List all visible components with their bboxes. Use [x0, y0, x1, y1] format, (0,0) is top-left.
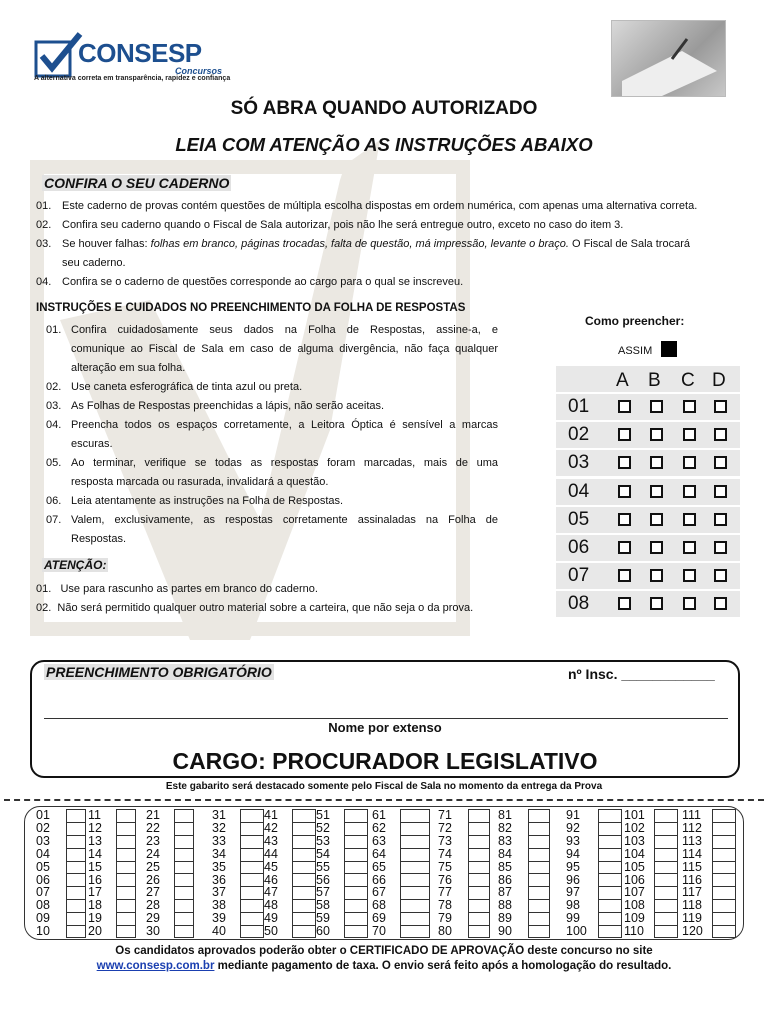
question-number: 117 [682, 885, 702, 900]
question-number: 41 [264, 808, 278, 822]
question-number: 39 [212, 911, 226, 926]
question-number: 94 [566, 846, 580, 861]
question-number: 100 [566, 924, 587, 939]
question-number: 84 [498, 846, 512, 861]
question-number: 58 [316, 898, 330, 913]
answer-bubble[interactable] [683, 513, 696, 526]
question-number: 90 [498, 924, 512, 939]
question-number: 95 [566, 859, 580, 874]
question-number: 101 [624, 808, 645, 822]
question-number: 107 [624, 885, 645, 900]
list-item: 03. Se houver falhas: folhas em branco, páginas trocadas, falta de questão, má impressão, levante o braço. O Fiscal de Sala trocará seu caderno. [36, 238, 690, 269]
question-number: 31 [212, 808, 226, 822]
question-number: 120 [682, 924, 703, 939]
logo-sub: Concursos [175, 66, 223, 76]
question-number: 78 [438, 898, 452, 913]
option-letter: D [712, 370, 726, 391]
question-number: 30 [146, 924, 160, 939]
question-number: 24 [146, 846, 160, 861]
question-number: 74 [438, 846, 452, 861]
question-number: 68 [372, 898, 386, 913]
mandatory-box [30, 660, 740, 778]
row-number: 07 [568, 565, 590, 587]
question-number: 53 [316, 833, 330, 848]
question-number: 111 [682, 808, 702, 822]
question-number: 77 [438, 885, 452, 900]
cut-line [4, 799, 764, 801]
question-number: 25 [146, 859, 160, 874]
question-number: 85 [498, 859, 512, 874]
answer-bubble[interactable] [650, 428, 663, 441]
answer-column[interactable] [240, 809, 264, 938]
checkmark-logo-icon [34, 32, 84, 80]
question-number: 72 [438, 820, 452, 835]
filled-square-icon [661, 341, 677, 357]
answer-bubble[interactable] [650, 541, 663, 554]
question-number: 106 [624, 872, 645, 887]
question-number: 54 [316, 846, 330, 861]
question-number: 14 [88, 846, 102, 861]
list-item: 04. Confira se o caderno de questões corresponde ao cargo para o qual se inscreveu. [36, 276, 464, 288]
row-number: 01 [568, 396, 590, 417]
question-number: 113 [682, 833, 702, 848]
logo-slogan: A alternativa correta em transparência, rapidez e confiança [34, 75, 231, 82]
question-number: 80 [438, 924, 452, 939]
cargo-title: CARGO: PROCURADOR LEGISLATIVO [172, 748, 598, 774]
page-title: SÓ ABRA QUANDO AUTORIZADO [230, 98, 538, 119]
question-number: 87 [498, 885, 512, 900]
question-number: 38 [212, 898, 226, 913]
site-link[interactable]: www.consesp.com.br [96, 960, 215, 972]
answer-column[interactable] [598, 809, 622, 938]
row-number: 04 [568, 480, 590, 502]
assim-label: ASSIM [618, 345, 653, 357]
question-number: 93 [566, 833, 580, 848]
answer-column[interactable] [344, 809, 368, 938]
footer-line1: Os candidatos aprovados poderão obter o CERTIFICADO DE APROVAÇÃO deste concurso no site [115, 945, 653, 957]
answer-bubble[interactable] [683, 597, 696, 610]
como-preencher-label: Como preencher: [585, 314, 685, 328]
mandatory-heading: PREENCHIMENTO OBRIGATÓRIO [46, 664, 272, 680]
question-number: 43 [264, 833, 278, 848]
question-number: 46 [264, 872, 278, 887]
answer-bubble[interactable] [683, 456, 696, 469]
question-number: 62 [372, 820, 386, 835]
question-number: 61 [372, 808, 386, 822]
example-row [556, 535, 740, 561]
option-letter: A [616, 370, 629, 391]
question-number: 18 [88, 898, 102, 913]
answer-column[interactable] [116, 809, 136, 938]
question-number: 99 [566, 911, 580, 926]
question-number: 20 [88, 924, 102, 939]
example-row [556, 563, 740, 589]
question-number: 59 [316, 911, 330, 926]
question-number: 15 [88, 859, 102, 874]
question-number: 06 [36, 872, 50, 887]
row-number: 08 [568, 593, 590, 615]
question-number: 26 [146, 872, 160, 887]
question-number: 105 [624, 859, 645, 874]
answer-bubble[interactable] [618, 428, 631, 441]
question-number: 22 [146, 820, 160, 835]
question-number: 49 [264, 911, 278, 926]
question-number: 27 [146, 885, 160, 900]
question-number: 65 [372, 859, 386, 874]
answer-bubble[interactable] [618, 400, 631, 413]
question-number: 28 [146, 898, 160, 913]
question-number: 50 [264, 924, 278, 939]
list-item: 01. Este caderno de provas contém questões de múltipla escolha dispostas em ordem numérica, com apenas uma alternativa correta. [36, 200, 698, 212]
answer-example-grid [556, 366, 740, 618]
question-number: 73 [438, 833, 452, 848]
question-number: 03 [36, 833, 50, 848]
answer-bubble[interactable] [618, 541, 631, 554]
name-label: Nome por extenso [328, 720, 442, 735]
question-number: 04 [36, 846, 50, 861]
question-number: 64 [372, 846, 386, 861]
question-number: 16 [88, 872, 102, 887]
answer-bubble[interactable] [650, 513, 663, 526]
question-number: 56 [316, 872, 330, 887]
question-number: 98 [566, 898, 580, 913]
row-number: 02 [568, 424, 590, 446]
question-number: 88 [498, 898, 512, 913]
question-number: 60 [316, 924, 330, 939]
question-number: 66 [372, 872, 386, 887]
question-number: 118 [682, 898, 702, 913]
question-number: 48 [264, 898, 278, 913]
question-number: 36 [212, 872, 226, 887]
answer-bubble[interactable] [683, 485, 696, 498]
question-number: 23 [146, 833, 160, 848]
answer-bubble[interactable] [618, 513, 631, 526]
question-number: 08 [36, 898, 50, 913]
answer-bubble[interactable] [683, 569, 696, 582]
question-number: 02 [36, 820, 50, 835]
question-number: 32 [212, 820, 226, 835]
question-number: 89 [498, 911, 512, 926]
confira-list [36, 197, 736, 292]
example-row [556, 591, 740, 617]
answer-bubble[interactable] [650, 597, 663, 610]
question-number: 29 [146, 911, 160, 926]
question-number: 34 [212, 846, 226, 861]
question-number: 71 [438, 808, 452, 822]
question-number: 76 [438, 872, 452, 887]
question-number: 92 [566, 820, 580, 835]
answer-bubble[interactable] [714, 597, 727, 610]
question-number: 112 [682, 820, 702, 835]
question-number: 109 [624, 911, 645, 926]
question-number: 17 [88, 885, 102, 900]
question-number: 108 [624, 898, 645, 913]
question-number: 114 [682, 846, 702, 861]
question-number: 57 [316, 885, 330, 900]
question-number: 21 [146, 808, 160, 822]
question-number: 33 [212, 833, 226, 848]
footer-line2-text: mediante pagamento de taxa. O envio será feito após a homologação do resultado. [214, 960, 672, 972]
answer-bubble[interactable] [683, 428, 696, 441]
insc-field[interactable]: nº Insc. ____________ [568, 666, 715, 682]
instrucoes-heading: INSTRUÇÕES E CUIDADOS NO PREENCHIMENTO DA FOLHA DE RESPOSTAS [36, 302, 466, 314]
answer-bubble[interactable] [650, 485, 663, 498]
answer-bubble[interactable] [714, 428, 727, 441]
answer-bubble[interactable] [714, 456, 727, 469]
question-number: 51 [316, 808, 330, 822]
question-number: 116 [682, 872, 702, 887]
answer-sheet-columns [0, 809, 768, 939]
confira-heading: CONFIRA O SEU CADERNO [44, 175, 230, 191]
atencao-item: 01. Use para rascunho as partes em branco do caderno. [36, 583, 318, 595]
question-number: 12 [88, 820, 102, 835]
name-line[interactable] [44, 717, 728, 719]
logo-name: CONSESP [78, 38, 202, 68]
answer-column[interactable] [654, 809, 678, 938]
answer-bubble[interactable] [618, 456, 631, 469]
question-number: 67 [372, 885, 386, 900]
question-number: 96 [566, 872, 580, 887]
question-number: 19 [88, 911, 102, 926]
detach-notice: Este gabarito será destacado somente pelo Fiscal de Sala no momento da entrega da Prova [165, 781, 603, 792]
example-row [556, 394, 740, 420]
row-number: 03 [568, 452, 590, 474]
example-row [556, 450, 740, 476]
question-number: 42 [264, 820, 278, 835]
answer-column[interactable] [712, 809, 736, 938]
question-number: 09 [36, 911, 50, 926]
question-number: 79 [438, 911, 452, 926]
answer-bubble[interactable] [650, 569, 663, 582]
answer-column[interactable] [468, 809, 490, 938]
answer-column[interactable] [174, 809, 194, 938]
footer-line2 [0, 960, 768, 972]
row-number: 06 [568, 537, 590, 558]
answer-bubble[interactable] [683, 541, 696, 554]
row-number: 05 [568, 508, 590, 530]
example-row [556, 507, 740, 533]
answer-bubble[interactable] [650, 400, 663, 413]
question-number: 91 [566, 808, 580, 822]
example-row [556, 422, 740, 448]
question-number: 63 [372, 833, 386, 848]
answer-bubble[interactable] [683, 400, 696, 413]
question-number: 47 [264, 885, 278, 900]
answer-bubble[interactable] [618, 597, 631, 610]
question-number: 55 [316, 859, 330, 874]
question-number: 45 [264, 859, 278, 874]
question-number: 115 [682, 859, 702, 874]
question-number: 07 [36, 885, 50, 900]
option-letter: B [648, 370, 661, 391]
answer-column[interactable] [292, 809, 316, 938]
question-number: 86 [498, 872, 512, 887]
question-number: 01 [36, 808, 50, 822]
question-number: 70 [372, 924, 386, 939]
list-item: 02. Confira seu caderno quando o Fiscal de Sala autorizar, pois não lhe será entregue outro, exceto no caso do item 3. [36, 219, 624, 231]
answer-bubble[interactable] [618, 485, 631, 498]
question-number: 104 [624, 846, 645, 861]
question-number: 97 [566, 885, 580, 900]
atencao-heading: ATENÇÃO: [44, 558, 107, 572]
question-number: 119 [682, 911, 702, 926]
answer-column[interactable] [66, 809, 86, 938]
question-number: 11 [88, 808, 101, 822]
answer-bubble[interactable] [650, 456, 663, 469]
example-row [556, 479, 740, 505]
answer-column[interactable] [400, 809, 430, 938]
question-number: 05 [36, 859, 50, 874]
question-number: 81 [498, 808, 512, 822]
header-photo [611, 20, 726, 97]
answer-bubble[interactable] [714, 569, 727, 582]
question-number: 102 [624, 820, 645, 835]
answer-bubble[interactable] [714, 513, 727, 526]
question-number: 103 [624, 833, 645, 848]
question-number: 37 [212, 885, 226, 900]
question-number: 69 [372, 911, 386, 926]
question-number: 44 [264, 846, 278, 861]
question-number: 40 [212, 924, 226, 939]
answer-bubble[interactable] [714, 400, 727, 413]
answer-bubble[interactable] [714, 541, 727, 554]
question-number: 10 [36, 924, 50, 939]
atencao-item: 02. Não será permitido qualquer outro material sobre a carteira, que não seja o da prova. [36, 602, 474, 614]
page-subtitle: LEIA COM ATENÇÃO AS INSTRUÇÕES ABAIXO [175, 134, 593, 155]
answer-bubble[interactable] [714, 485, 727, 498]
question-number: 35 [212, 859, 226, 874]
question-number: 82 [498, 820, 512, 835]
answer-bubble[interactable] [618, 569, 631, 582]
question-number: 110 [624, 924, 644, 939]
option-letter: C [681, 370, 695, 391]
question-number: 52 [316, 820, 330, 835]
question-number: 13 [88, 833, 102, 848]
question-number: 83 [498, 833, 512, 848]
answer-column[interactable] [528, 809, 550, 938]
question-number: 75 [438, 859, 452, 874]
logo [34, 28, 244, 90]
